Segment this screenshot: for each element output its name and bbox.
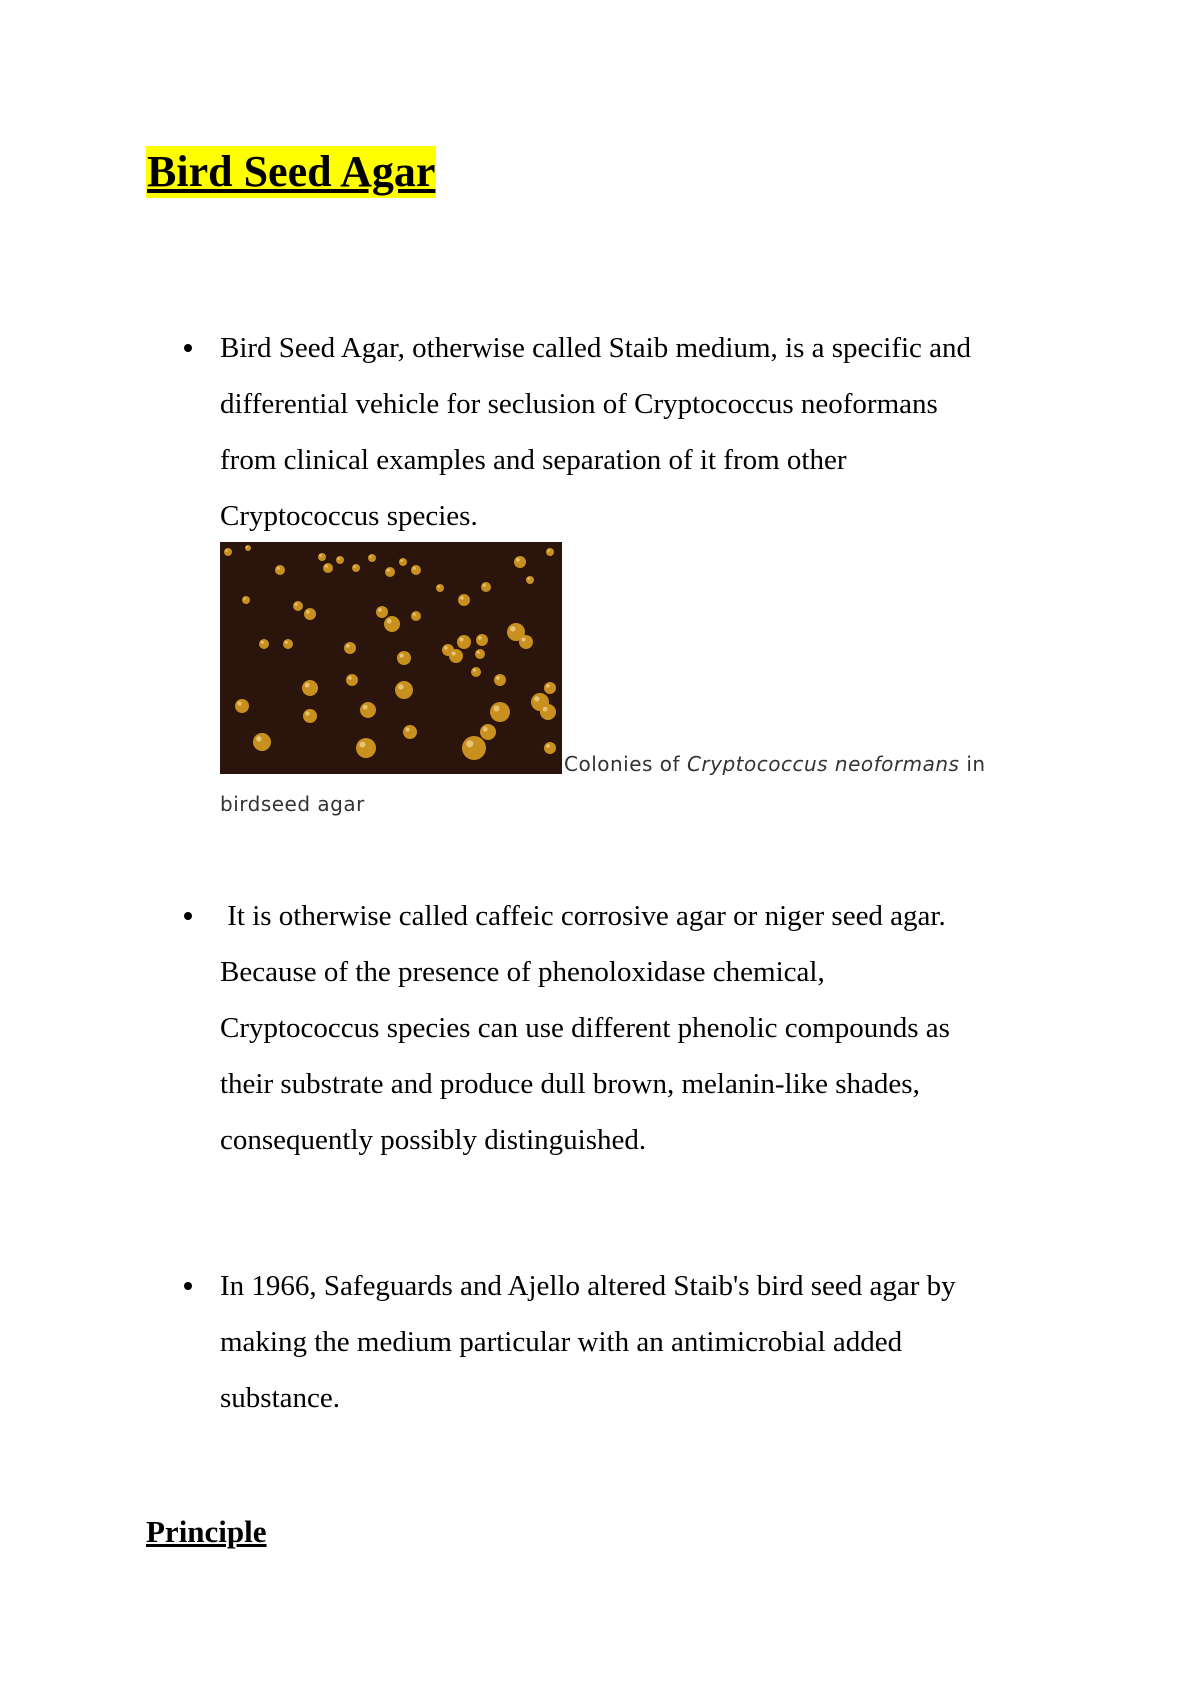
colony bbox=[360, 702, 376, 718]
colony bbox=[346, 674, 358, 686]
list-item-text bbox=[220, 320, 1080, 544]
colony bbox=[293, 601, 303, 611]
text-line: Cryptococcus species can use different phenolic compounds as bbox=[220, 1012, 950, 1044]
colony bbox=[490, 702, 510, 722]
text-line: making the medium particular with an antimicrobial added bbox=[220, 1326, 903, 1358]
text-line: their substrate and produce dull brown, melanin-like shades, bbox=[220, 1068, 920, 1100]
colony bbox=[323, 563, 333, 573]
figure bbox=[220, 542, 1080, 774]
colony bbox=[283, 639, 293, 649]
colony bbox=[403, 725, 417, 739]
colony bbox=[540, 704, 556, 720]
colony bbox=[253, 733, 271, 751]
section-heading-principle: Principle bbox=[146, 1514, 267, 1549]
colony bbox=[544, 742, 556, 754]
colony bbox=[303, 709, 317, 723]
agar-plate-image bbox=[220, 542, 562, 774]
text-line: consequently possibly distinguished. bbox=[220, 1124, 647, 1156]
colony bbox=[436, 584, 444, 592]
text-line: It is otherwise called caffeic corrosive agar or niger seed agar. bbox=[220, 900, 946, 932]
figure-caption-continued: birdseed agar bbox=[220, 792, 365, 816]
colony bbox=[475, 649, 485, 659]
colony bbox=[397, 651, 411, 665]
colony bbox=[514, 556, 526, 568]
colony bbox=[384, 616, 400, 632]
colony bbox=[395, 681, 413, 699]
colony bbox=[336, 556, 344, 564]
colony bbox=[385, 567, 395, 577]
text-line: In 1966, Safeguards and Ajello altered Staib's bird seed agar by bbox=[220, 1270, 956, 1302]
colony bbox=[476, 634, 488, 646]
list-item bbox=[146, 1258, 1086, 1428]
colony bbox=[318, 553, 326, 561]
colony bbox=[399, 558, 407, 566]
colony bbox=[544, 682, 556, 694]
colony bbox=[411, 611, 421, 621]
colony bbox=[471, 667, 481, 677]
colony bbox=[526, 576, 534, 584]
colony bbox=[242, 596, 250, 604]
list-item bbox=[146, 320, 1086, 540]
colony bbox=[302, 680, 318, 696]
colony bbox=[368, 554, 376, 562]
text-line: from clinical examples and separation of it from other bbox=[220, 444, 847, 476]
text-line: Cryptococcus species. bbox=[220, 500, 478, 532]
colony bbox=[235, 699, 249, 713]
caption-species: Cryptococcus neoformans bbox=[686, 752, 960, 776]
colony bbox=[449, 649, 463, 663]
colony bbox=[462, 736, 486, 760]
bullet-icon bbox=[184, 1282, 192, 1290]
colony bbox=[457, 635, 471, 649]
colony bbox=[481, 582, 491, 592]
colony bbox=[356, 738, 376, 758]
colony bbox=[352, 564, 360, 572]
colony bbox=[494, 674, 506, 686]
colony bbox=[519, 635, 533, 649]
colony bbox=[480, 724, 496, 740]
colony bbox=[546, 548, 554, 556]
colony bbox=[344, 642, 356, 654]
text-line: Because of the presence of phenoloxidase chemical, bbox=[220, 956, 825, 988]
colony bbox=[224, 548, 232, 556]
colony bbox=[245, 545, 251, 551]
list-item-text bbox=[220, 888, 1080, 1168]
text-line: differential vehicle for seclusion of Cryptococcus neoformans bbox=[220, 388, 938, 420]
text-line: Bird Seed Agar, otherwise called Staib medium, is a specific and bbox=[220, 332, 972, 364]
colony bbox=[304, 608, 316, 620]
list-item bbox=[146, 888, 1086, 1178]
colony bbox=[376, 606, 388, 618]
document-title: Bird Seed Agar bbox=[147, 147, 436, 196]
list-item-text bbox=[220, 1258, 1080, 1426]
figure-caption: Colonies of Cryptococcus neoformans in bbox=[564, 752, 986, 776]
colony bbox=[411, 565, 421, 575]
colony bbox=[458, 594, 470, 606]
colony bbox=[275, 565, 285, 575]
bullet-icon bbox=[184, 912, 192, 920]
colony bbox=[259, 639, 269, 649]
text-line: substance. bbox=[220, 1382, 340, 1414]
bullet-icon bbox=[184, 344, 192, 352]
